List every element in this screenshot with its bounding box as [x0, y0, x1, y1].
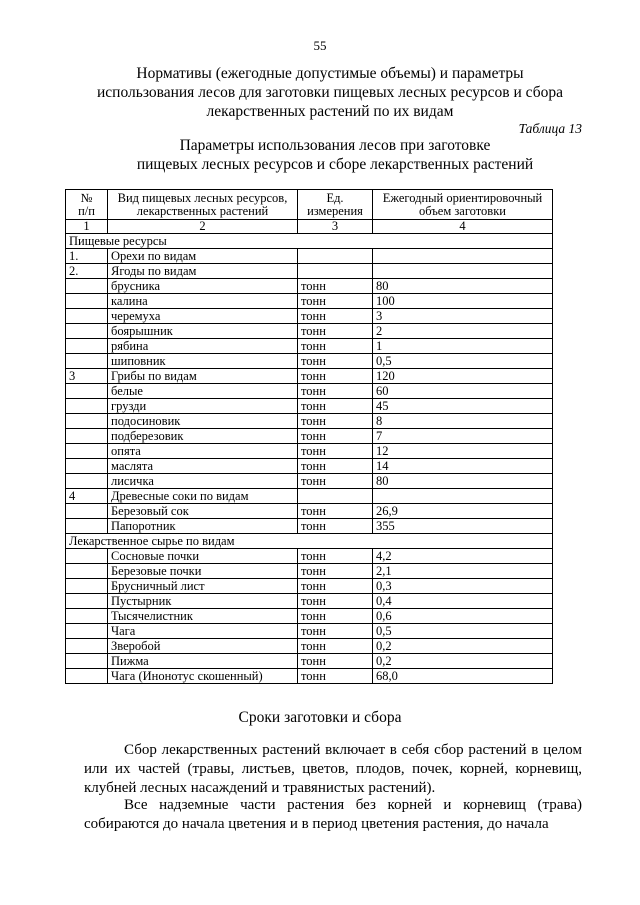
table-row [66, 669, 553, 684]
paragraph-text: Сбор лекарственных растений включает в себя сбор растений в целом или их частей (травы, листьев, цветов, плодов, почек, корней, корневищ, клубней лесных насаждений и травянистых растений). [84, 742, 582, 796]
table-row [66, 504, 553, 519]
table-row [66, 264, 553, 279]
cell-value: 0,6 [373, 609, 553, 624]
cell-value: 100 [373, 294, 553, 309]
norms-table [65, 189, 553, 684]
header-volume: Ежегодный ориентировочный объем заготовки [373, 190, 553, 220]
cell-unit: тонн [298, 519, 373, 534]
cell-name: Березовый сок [108, 504, 298, 519]
cell-value: 0,5 [373, 624, 553, 639]
cell-unit: тонн [298, 564, 373, 579]
cell-unit: тонн [298, 294, 373, 309]
cell-value [373, 264, 553, 279]
cell-name: Орехи по видам [108, 249, 298, 264]
cell-name: Тысячелистник [108, 609, 298, 624]
cell-num [66, 294, 108, 309]
cell-unit: тонн [298, 549, 373, 564]
cell-name: боярышник [108, 324, 298, 339]
cell-unit: тонн [298, 444, 373, 459]
cell-unit: тонн [298, 369, 373, 384]
cell-num [66, 474, 108, 489]
cell-value: 7 [373, 429, 553, 444]
table-row [66, 339, 553, 354]
column-number: 3 [298, 220, 373, 234]
cell-unit [298, 489, 373, 504]
table-row [66, 624, 553, 639]
cell-value: 12 [373, 444, 553, 459]
table-row [66, 444, 553, 459]
cell-name: маслята [108, 459, 298, 474]
cell-unit: тонн [298, 639, 373, 654]
cell-unit: тонн [298, 429, 373, 444]
paragraph-text: Все надземные части растения без корней и корневищ (трава) собираются до начала цветения и в период цветения растения, до начала [84, 797, 582, 832]
table-row [66, 654, 553, 669]
cell-value: 60 [373, 384, 553, 399]
cell-name: Чага [108, 624, 298, 639]
cell-value [373, 489, 553, 504]
cell-value: 0,3 [373, 579, 553, 594]
header-num: № п/п [66, 190, 108, 220]
cell-name: Папоротник [108, 519, 298, 534]
table-row [66, 474, 553, 489]
cell-name: Чага (Инонотус скошенный) [108, 669, 298, 684]
cell-value: 0,2 [373, 639, 553, 654]
cell-name: грузди [108, 399, 298, 414]
cell-value: 8 [373, 414, 553, 429]
cell-value: 14 [373, 459, 553, 474]
table-header-row [66, 190, 553, 220]
cell-unit [298, 249, 373, 264]
cell-unit: тонн [298, 474, 373, 489]
table-row [66, 639, 553, 654]
cell-unit: тонн [298, 279, 373, 294]
cell-name: черемуха [108, 309, 298, 324]
cell-num [66, 669, 108, 684]
table-caption: Таблица 13 [518, 121, 582, 136]
cell-num: 1. [66, 249, 108, 264]
cell-value [373, 249, 553, 264]
cell-name: брусника [108, 279, 298, 294]
cell-name: Брусничный лист [108, 579, 298, 594]
cell-name: опята [108, 444, 298, 459]
table-row [66, 594, 553, 609]
cell-name: лисичка [108, 474, 298, 489]
cell-unit: тонн [298, 609, 373, 624]
cell-unit: тонн [298, 384, 373, 399]
section-row [66, 534, 553, 549]
table-row [66, 489, 553, 504]
cell-name: Ягоды по видам [108, 264, 298, 279]
cell-unit: тонн [298, 414, 373, 429]
table-row [66, 414, 553, 429]
table-row [66, 459, 553, 474]
table-row [66, 309, 553, 324]
cell-unit: тонн [298, 459, 373, 474]
table-row [66, 384, 553, 399]
page-number: 55 [313, 38, 327, 53]
title-line: лекарственных растений по их видам [206, 103, 454, 120]
cell-name: Березовые почки [108, 564, 298, 579]
cell-value: 355 [373, 519, 553, 534]
section-label: Лекарственное сырье по видам [66, 534, 553, 549]
table-row [66, 429, 553, 444]
section-label: Пищевые ресурсы [66, 234, 553, 249]
title-line: Нормативы (ежегодные допустимые объемы) и параметры [136, 65, 524, 82]
table-heading [80, 136, 590, 174]
column-number: 2 [108, 220, 298, 234]
cell-num [66, 399, 108, 414]
cell-name: Древесные соки по видам [108, 489, 298, 504]
cell-unit: тонн [298, 309, 373, 324]
header-name: Вид пищевых лесных ресурсов, лекарственных растений [108, 190, 298, 220]
cell-num [66, 519, 108, 534]
cell-name: белые [108, 384, 298, 399]
cell-name: подосиновик [108, 414, 298, 429]
document-title [70, 64, 590, 121]
cell-num: 3 [66, 369, 108, 384]
cell-value: 68,0 [373, 669, 553, 684]
cell-value: 2 [373, 324, 553, 339]
paragraph [84, 741, 582, 798]
cell-num [66, 549, 108, 564]
cell-unit: тонн [298, 594, 373, 609]
cell-unit: тонн [298, 324, 373, 339]
cell-value: 45 [373, 399, 553, 414]
cell-num [66, 429, 108, 444]
cell-value: 120 [373, 369, 553, 384]
table-row [66, 519, 553, 534]
table-row [66, 249, 553, 264]
cell-num [66, 444, 108, 459]
cell-num [66, 324, 108, 339]
section-heading: Сроки заготовки и сбора [238, 709, 402, 726]
table-row [66, 324, 553, 339]
table-row [66, 399, 553, 414]
cell-unit: тонн [298, 654, 373, 669]
cell-value: 80 [373, 279, 553, 294]
cell-num [66, 564, 108, 579]
cell-value: 0,5 [373, 354, 553, 369]
cell-value: 0,4 [373, 594, 553, 609]
cell-unit: тонн [298, 339, 373, 354]
cell-num [66, 609, 108, 624]
table-row [66, 279, 553, 294]
table-row [66, 354, 553, 369]
cell-unit: тонн [298, 354, 373, 369]
cell-name: рябина [108, 339, 298, 354]
cell-num [66, 654, 108, 669]
cell-num [66, 309, 108, 324]
cell-num [66, 504, 108, 519]
cell-unit [298, 264, 373, 279]
column-number: 4 [373, 220, 553, 234]
table-row [66, 369, 553, 384]
cell-unit: тонн [298, 669, 373, 684]
cell-num [66, 624, 108, 639]
cell-num [66, 339, 108, 354]
paragraph [84, 796, 582, 834]
cell-name: Зверобой [108, 639, 298, 654]
cell-unit: тонн [298, 504, 373, 519]
table-heading-line: Параметры использования лесов при заготовке [179, 137, 491, 154]
column-number-row [66, 220, 553, 234]
table-row [66, 564, 553, 579]
cell-unit: тонн [298, 579, 373, 594]
cell-num [66, 354, 108, 369]
cell-value: 1 [373, 339, 553, 354]
cell-name: Пижма [108, 654, 298, 669]
table-row [66, 609, 553, 624]
cell-name: Пустырник [108, 594, 298, 609]
cell-num: 2. [66, 264, 108, 279]
cell-name: калина [108, 294, 298, 309]
cell-value: 3 [373, 309, 553, 324]
cell-unit: тонн [298, 624, 373, 639]
cell-value: 2,1 [373, 564, 553, 579]
cell-num [66, 384, 108, 399]
column-number: 1 [66, 220, 108, 234]
table-row [66, 549, 553, 564]
table-row [66, 579, 553, 594]
cell-num: 4 [66, 489, 108, 504]
cell-num [66, 279, 108, 294]
cell-value: 80 [373, 474, 553, 489]
cell-num [66, 579, 108, 594]
cell-name: шиповник [108, 354, 298, 369]
cell-unit: тонн [298, 399, 373, 414]
title-line: использования лесов для заготовки пищевых лесных ресурсов и сбора [97, 84, 563, 101]
table-heading-line: пищевых лесных ресурсов и сборе лекарственных растений [136, 156, 534, 173]
section-row [66, 234, 553, 249]
cell-name: Грибы по видам [108, 369, 298, 384]
cell-value: 4,2 [373, 549, 553, 564]
cell-num [66, 594, 108, 609]
cell-num [66, 639, 108, 654]
cell-num [66, 414, 108, 429]
cell-num [66, 459, 108, 474]
cell-value: 26,9 [373, 504, 553, 519]
cell-name: Сосновые почки [108, 549, 298, 564]
table-row [66, 294, 553, 309]
cell-value: 0,2 [373, 654, 553, 669]
cell-name: подберезовик [108, 429, 298, 444]
header-unit: Ед. измерения [298, 190, 373, 220]
